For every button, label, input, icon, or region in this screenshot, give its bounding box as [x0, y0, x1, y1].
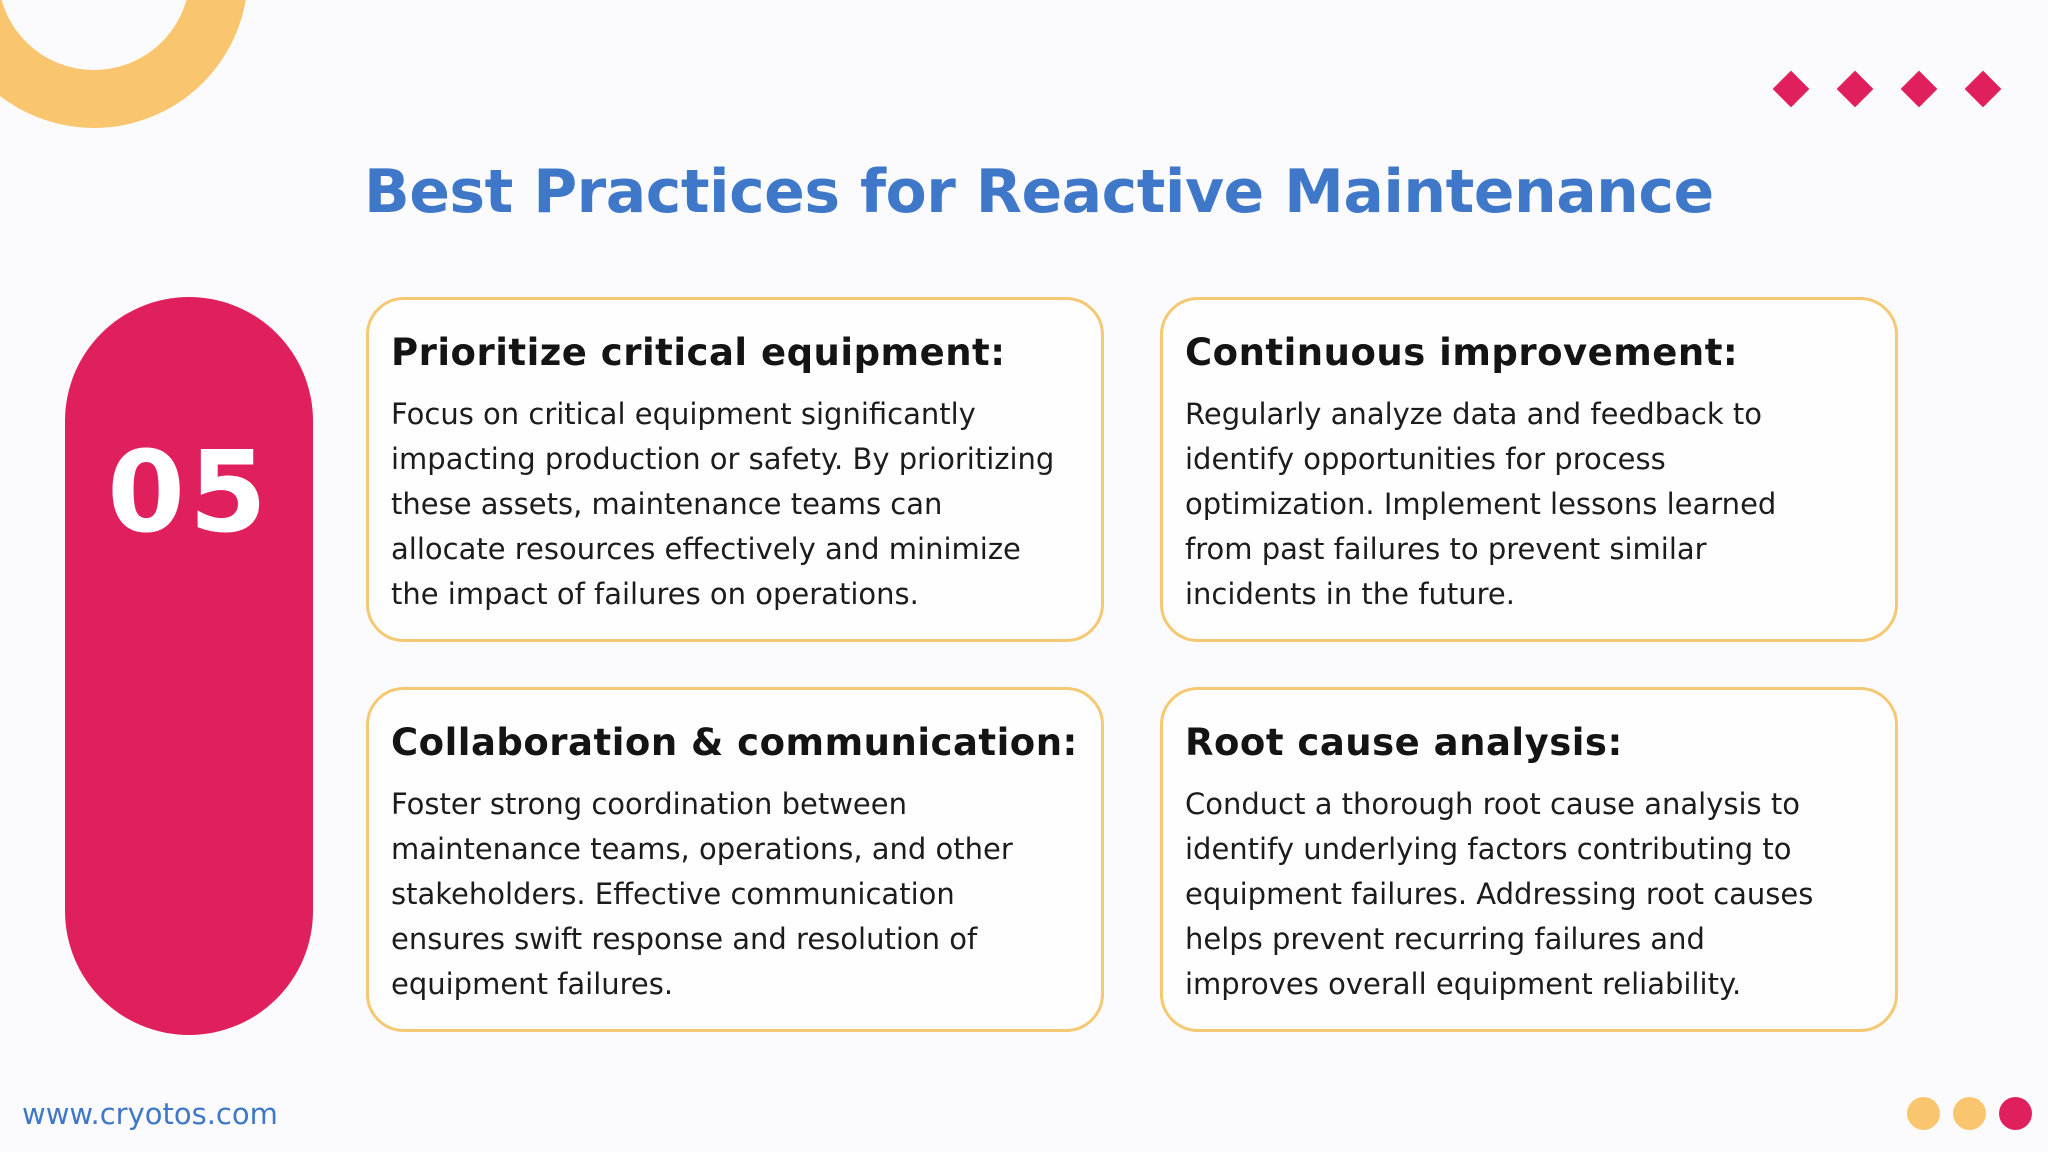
- card-body-line: incidents in the future.: [1185, 577, 1515, 611]
- card-body: [1185, 392, 1873, 617]
- diamond-icon: [1773, 71, 1810, 108]
- diamond-decoration-row: [1778, 76, 1996, 102]
- card-body-line: Focus on critical equipment significantly: [391, 397, 976, 431]
- card-body-line: allocate resources effectively and minimize: [391, 532, 1021, 566]
- card-body-line: these assets, maintenance teams can: [391, 487, 943, 521]
- card-body-line: Conduct a thorough root cause analysis to: [1185, 787, 1800, 821]
- card-body-line: improves overall equipment reliability.: [1185, 967, 1742, 1001]
- practice-card-root-cause: [1160, 687, 1898, 1032]
- dot-icon: [1999, 1097, 2032, 1130]
- card-body-line: equipment failures. Addressing root causes: [1185, 877, 1814, 911]
- slide-title: Best Practices for Reactive Maintenance: [364, 157, 1714, 227]
- website-link[interactable]: www.cryotos.com: [22, 1097, 278, 1131]
- card-body: [391, 782, 1079, 1007]
- card-title: Collaboration & communication:: [391, 721, 1078, 764]
- diamond-icon: [1837, 71, 1874, 108]
- card-body-line: Regularly analyze data and feedback to: [1185, 397, 1762, 431]
- card-body-line: from past failures to prevent similar: [1185, 532, 1707, 566]
- practice-card-collaboration: [366, 687, 1104, 1032]
- diamond-icon: [1965, 71, 2002, 108]
- card-body-line: helps prevent recurring failures and: [1185, 922, 1705, 956]
- card-body-line: identify opportunities for process: [1185, 442, 1666, 476]
- card-body-line: Foster strong coordination between: [391, 787, 907, 821]
- card-title: Prioritize critical equipment:: [391, 331, 1006, 374]
- dot-icon: [1953, 1097, 1986, 1130]
- card-body-line: equipment failures.: [391, 967, 674, 1001]
- section-number-pill: [65, 297, 313, 1035]
- dot-icon: [1907, 1097, 1940, 1130]
- footer-dot-decoration: [1907, 1097, 2032, 1130]
- card-body-line: identify underlying factors contributing to: [1185, 832, 1792, 866]
- card-body-line: maintenance teams, operations, and other: [391, 832, 1013, 866]
- card-body: [391, 392, 1079, 617]
- section-number: 05: [107, 428, 271, 558]
- card-body-line: stakeholders. Effective communication: [391, 877, 955, 911]
- card-body-line: ensures swift response and resolution of: [391, 922, 978, 956]
- practice-card-continuous-improvement: [1160, 297, 1898, 642]
- card-title: Continuous improvement:: [1185, 331, 1739, 374]
- practice-card-prioritize: [366, 297, 1104, 642]
- card-title: Root cause analysis:: [1185, 721, 1623, 764]
- card-body-line: optimization. Implement lessons learned: [1185, 487, 1777, 521]
- corner-arc-decoration: [0, 0, 248, 128]
- card-body-line: impacting production or safety. By prioritizing: [391, 442, 1055, 476]
- card-body-line: the impact of failures on operations.: [391, 577, 919, 611]
- diamond-icon: [1901, 71, 1938, 108]
- card-body: [1185, 782, 1873, 1007]
